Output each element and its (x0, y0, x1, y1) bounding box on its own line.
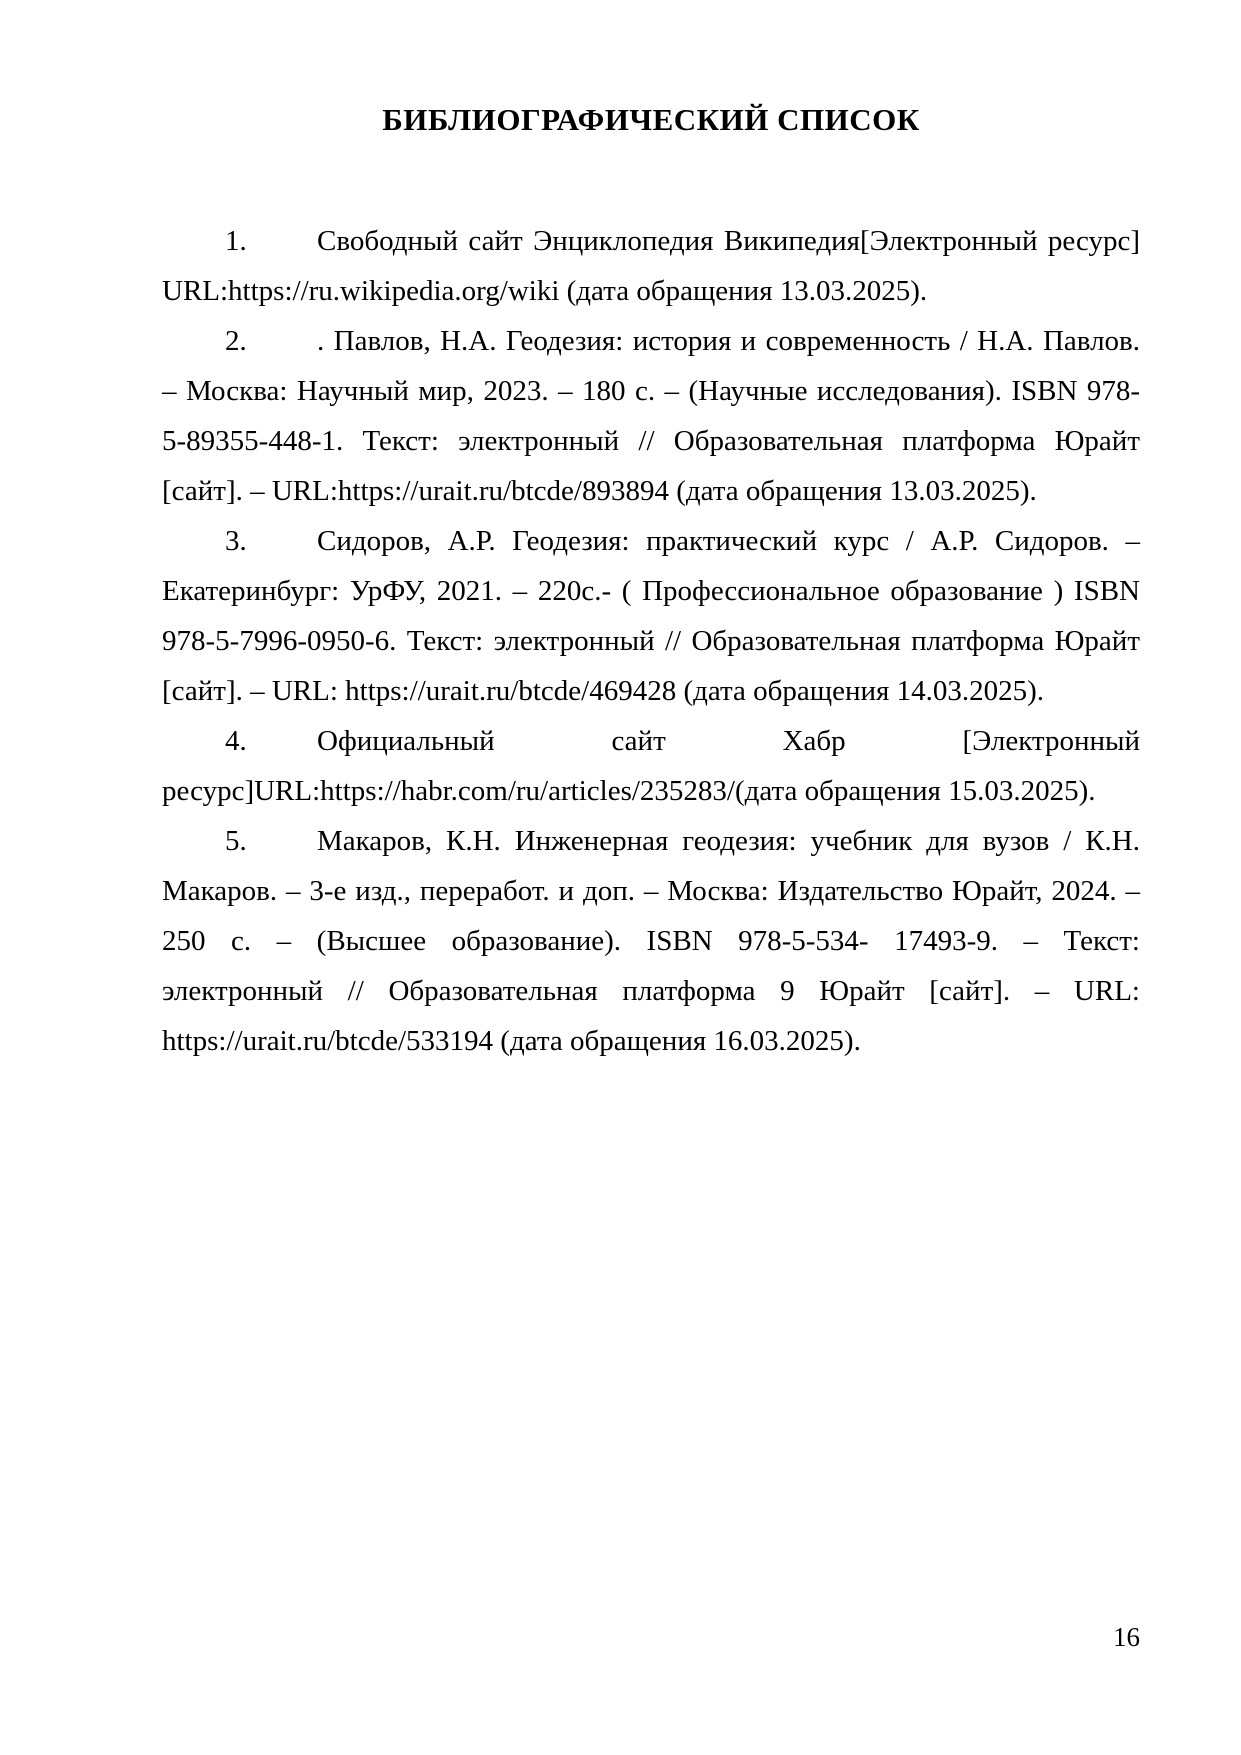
bibliography-item (162, 816, 1140, 1066)
page-number: 16 (1113, 1622, 1140, 1652)
reference-line: 978-5-7996-0950-6. Текст: электронный // Образовательная платформа Юрайт (162, 625, 1140, 657)
reference-line (162, 716, 1140, 766)
reference-line: [сайт]. – URL:https://urait.ru/btcde/893894 (дата обращения 13.03.2025). (162, 475, 1037, 507)
reference-line (162, 516, 1140, 566)
reference-line: Екатеринбург: УрФУ, 2021. – 220с.- ( Профессиональное образование ) ISBN (162, 575, 1140, 607)
list-number: 5. (225, 825, 247, 857)
list-number: 4. (225, 725, 247, 757)
list-number: 1. (225, 225, 247, 257)
reference-line: https://urait.ru/btcde/533194 (дата обращения 16.03.2025). (162, 1025, 861, 1057)
reference-text: Макаров, К.Н. Инженерная геодезия: учебник для вузов / К.Н. (317, 825, 1140, 857)
list-number: 2. (225, 325, 247, 357)
reference-line (162, 316, 1140, 366)
reference-line: – Москва: Научный мир, 2023. – 180 с. – (Научные исследования). ISBN 978- (162, 375, 1140, 407)
page-title: БИБЛИОГРАФИЧЕСКИЙ СПИСОК (382, 102, 920, 137)
reference-line (162, 216, 1140, 266)
reference-text: Сидоров, А.Р. Геодезия: практический курс / А.Р. Сидоров. – (317, 525, 1140, 557)
reference-line: 5-89355-448-1. Текст: электронный // Образовательная платформа Юрайт (162, 425, 1140, 457)
bibliography-list (162, 216, 1140, 1066)
bibliography-item (162, 716, 1140, 816)
reference-line: электронный // Образовательная платформа 9 Юрайт [сайт]. – URL: (162, 975, 1140, 1007)
bibliography-item (162, 216, 1140, 316)
list-number: 3. (225, 525, 247, 557)
bibliography-item (162, 516, 1140, 716)
bibliography-item (162, 316, 1140, 516)
reference-line: ресурс]URL:https://habr.com/ru/articles/235283/(дата обращения 15.03.2025). (162, 775, 1096, 807)
reference-line: 250 с. – (Высшее образование). ISBN 978-5-534- 17493-9. – Текст: (162, 925, 1140, 957)
reference-line: [сайт]. – URL: https://urait.ru/btcde/469428 (дата обращения 14.03.2025). (162, 675, 1044, 707)
reference-text: Официальный сайт Хабр [Электронный (317, 725, 1140, 757)
reference-line: URL:https://ru.wikipedia.org/wiki (дата обращения 13.03.2025). (162, 275, 928, 307)
reference-text: . Павлов, Н.А. Геодезия: история и современность / Н.А. Павлов. (317, 325, 1140, 357)
reference-line (162, 816, 1140, 866)
reference-text: Свободный сайт Энциклопедия Википедия[Электронный ресурс] (317, 225, 1140, 257)
reference-line: Макаров. – 3-е изд., переработ. и доп. – Москва: Издательство Юрайт, 2024. – (162, 875, 1140, 907)
